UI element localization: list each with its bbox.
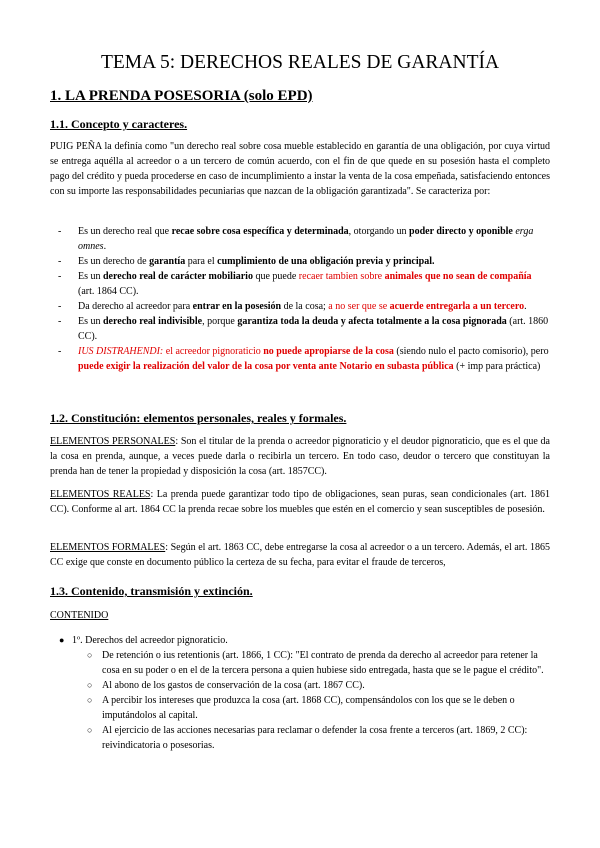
text-elementos-personales: : Son el titular de la prenda o acreedor pignoraticio y el deudor pignoraticio, que es el que da la cosa en prenda, aunque, a veces puede darla o recibirla un tercero. En todo caso, deudor o tercero que constituyan la prenda han de tener la propiedad y disposición la cosa (art. 1857CC).: [50, 436, 550, 477]
text-run: erga omnes: [78, 226, 534, 252]
circle-bullet-icon: ○: [87, 650, 93, 660]
intro-paragraph: PUIG PEÑA la definía como "un derecho real sobre cosa mueble establecido en garantía de una obligación, por cuya virtud se entrega aquélla al acreedor o a un tercero de común acuerdo, con el fin de que quede en su posesión hasta el completo pago del crédito y pueda procederse en caso de incumplimiento a instar la venta de la cosa empeñada, satisfaciendo entonces con su importe las responsabilidades pecuniarias que nazcan de la obligación garantizada". Se caracteriza por:: [50, 141, 550, 197]
sub-list-item-text: A percibir los intereses que produzca la cosa (art. 1868 CC), compensándolos con los que se le deben o imputándolos al capital.: [102, 695, 515, 721]
sub-list-item: [50, 693, 550, 723]
text-run: Es un: [78, 316, 103, 327]
subsection-heading-concepto: 1.1. Concepto y caracteres.: [50, 117, 188, 131]
list-item: [50, 344, 550, 374]
text-run: recae sobre cosa específica y determinada: [171, 226, 349, 237]
label-elementos-reales: ELEMENTOS REALES: [50, 489, 151, 500]
list-item-derechos-acreedor: [50, 633, 550, 648]
text-run: , otorgando un: [348, 226, 410, 237]
list-item: [50, 299, 550, 314]
text-run: IUS DISTRAHENDI:: [78, 346, 164, 357]
text-elementos-formales: : Según el art. 1863 CC, debe entregarse la cosa al acreedor o a un tercero. Además, el art. 1865 CC exige que conste en documento público la certeza de su fecha, para evitar el fraude de terceros,: [50, 542, 550, 568]
text-run: garantiza toda la deuda y afecta totalmente a la cosa pignorada: [237, 316, 507, 327]
characteristics-list: [50, 224, 550, 374]
text-run: cumplimiento de una obligación previa y principal.: [217, 256, 435, 267]
text-run: Es un: [78, 271, 103, 282]
text-run: Es un derecho real que: [78, 226, 172, 237]
list-item-text: 1º. Derechos del acreedor pignoraticio.: [72, 635, 228, 646]
sub-list-item: [50, 723, 550, 753]
section-heading-prenda: 1. LA PRENDA POSESORIA (solo EPD): [50, 88, 313, 104]
label-elementos-formales: ELEMENTOS FORMALES: [50, 542, 166, 553]
text-run: .: [103, 241, 107, 252]
text-run: para el: [185, 256, 218, 267]
text-run: (siendo nulo el pacto comisorio), pero: [393, 346, 549, 357]
text-elementos-reales: : La prenda puede garantizar todo tipo de obligaciones, sean puras, sean condicionales (art. 1861 CC). Conforme al art. 1864 CC la prenda recae sobre los muebles que estén en el comercio y sean susceptibles de posesión.: [50, 489, 550, 515]
text-run: puede exigir la realización del valor de la cosa por venta ante Notario en subasta pública: [78, 361, 454, 372]
paragraph-elementos-reales: [50, 487, 550, 517]
circle-bullet-icon: ○: [87, 680, 93, 690]
paragraph-elementos-formales: [50, 540, 550, 570]
sub-list-item-text: Al ejercicio de las acciones necesarias para reclamar o defender la cosa frente a terceros (art. 1869, 2 CC): reivindicatoria o posesorias.: [102, 725, 528, 751]
dash-bullet: -: [58, 301, 62, 312]
text-run: (art. 1860 CC).: [78, 316, 549, 342]
text-run: .: [524, 301, 527, 312]
text-run: el acreedor pignoraticio: [163, 346, 264, 357]
label-elementos-personales: ELEMENTOS PERSONALES: [50, 436, 176, 447]
text-run: que puede: [252, 271, 299, 282]
sub-list-item: [50, 678, 550, 693]
dash-bullet: -: [58, 316, 62, 327]
text-run: de la cosa;: [281, 301, 329, 312]
text-run: no puede apropiarse de la cosa: [263, 346, 394, 357]
text-run: acuerde entregarla a un tercero: [389, 301, 525, 312]
sub-list-item: [50, 648, 550, 678]
list-item: [50, 314, 550, 344]
text-run: entrar en la posesión: [192, 301, 282, 312]
text-run: (+ imp para práctica): [453, 361, 541, 372]
text-run: , porque: [202, 316, 238, 327]
dash-bullet: -: [58, 346, 62, 357]
text-run: a no ser que se: [328, 301, 390, 312]
text-run: Da derecho al acreedor para: [78, 301, 193, 312]
text-run: recaer tambien sobre: [298, 271, 385, 282]
circle-bullet-icon: ○: [87, 695, 93, 705]
contenido-label: CONTENIDO: [50, 610, 109, 621]
text-run: derecho real indivisible: [103, 316, 203, 327]
circle-bullet-icon: ○: [87, 725, 93, 735]
dash-bullet: -: [58, 271, 62, 282]
bullet-icon: ●: [59, 635, 65, 645]
list-item: [50, 269, 550, 299]
text-run: Es un derecho de: [78, 256, 150, 267]
document-title: TEMA 5: DERECHOS REALES DE GARANTÍA: [100, 52, 500, 73]
paragraph-elementos-personales: [50, 434, 550, 479]
sub-list-item-text: Al abono de los gastos de conservación de la cosa (art. 1867 CC).: [102, 680, 365, 691]
dash-bullet: -: [58, 256, 62, 267]
text-run: garantía: [149, 256, 186, 267]
text-run: animales que no sean de compañía: [384, 271, 532, 282]
list-item: [50, 254, 550, 269]
sub-list-item-text: De retención o ius retentionis (art. 1866, 1 CC): "El contrato de prenda da derecho al acreedor para retener la cosa en su poder o en el de la tercera persona a quien hubiese sido entregada, hasta que se le pague el crédito".: [102, 650, 544, 676]
subsection-heading-contenido: 1.3. Contenido, transmisión y extinción.: [50, 584, 253, 598]
text-run: poder directo y oponible: [409, 226, 513, 237]
text-run: derecho real de carácter mobiliario: [103, 271, 253, 282]
dash-bullet: -: [58, 226, 62, 237]
rights-list: [50, 633, 550, 753]
text-run: (art. 1864 CC).: [78, 286, 139, 297]
subsection-heading-constitucion: 1.2. Constitución: elementos personales, reales y formales.: [50, 411, 347, 425]
list-item: [50, 224, 550, 254]
